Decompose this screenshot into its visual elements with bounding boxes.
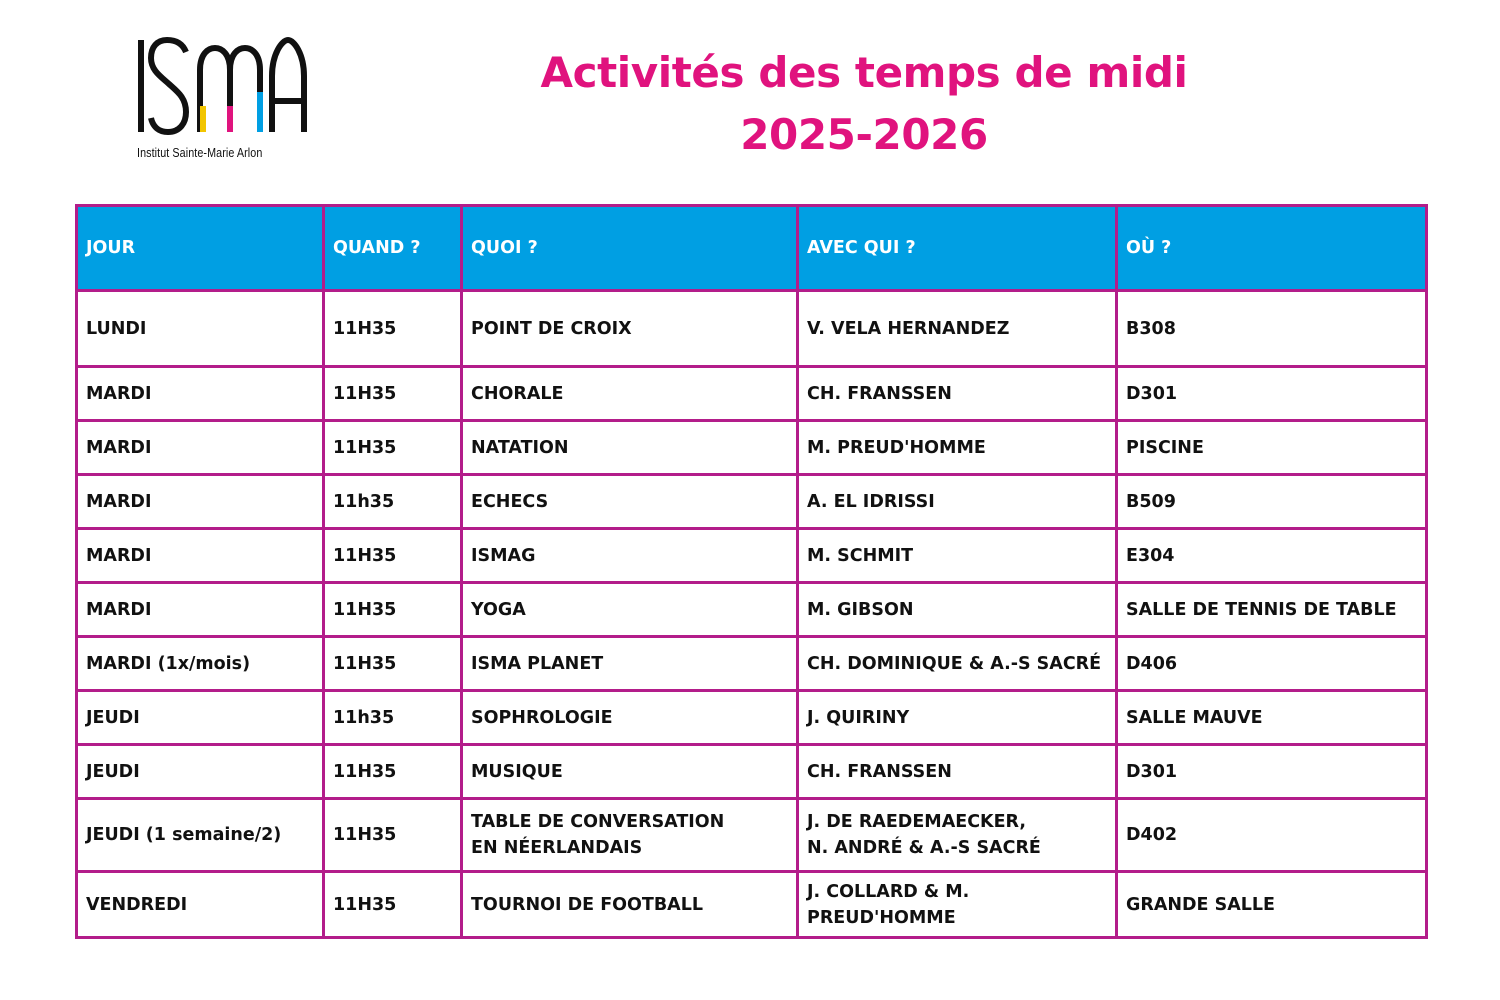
activities-table <box>75 204 1428 939</box>
cell-avec-qui: CH. DOMINIQUE & A.-S SACRÉ <box>798 637 1117 691</box>
cell-avec-qui: M. SCHMIT <box>798 529 1117 583</box>
cell-quand: 11H35 <box>324 583 462 637</box>
logo-subtitle: Institut Sainte-Marie Arlon <box>137 146 263 160</box>
cell-avec-qui: J. DE RAEDEMAECKER, N. ANDRÉ & A.-S SACRÉ <box>798 799 1117 872</box>
cell-quoi: CHORALE <box>462 367 798 421</box>
cell-avec-qui: A. EL IDRISSI <box>798 475 1117 529</box>
table-row <box>77 872 1427 938</box>
cell-quand: 11H35 <box>324 529 462 583</box>
header-ou: OÙ ? <box>1117 206 1427 291</box>
isma-logo-mark <box>134 36 309 136</box>
table-row <box>77 291 1427 367</box>
table-row <box>77 637 1427 691</box>
cell-ou: D301 <box>1117 367 1427 421</box>
cell-ou: PISCINE <box>1117 421 1427 475</box>
cell-jour: MARDI <box>77 583 324 637</box>
cell-quand: 11H35 <box>324 291 462 367</box>
cell-quoi: ISMA PLANET <box>462 637 798 691</box>
cell-quoi: YOGA <box>462 583 798 637</box>
cell-quoi: POINT DE CROIX <box>462 291 798 367</box>
cell-avec-qui: M. PREUD'HOMME <box>798 421 1117 475</box>
cell-avec-qui: V. VELA HERNANDEZ <box>798 291 1117 367</box>
cell-quand: 11H35 <box>324 637 462 691</box>
cell-quand: 11H35 <box>324 799 462 872</box>
isma-logo <box>134 36 309 164</box>
cell-jour: JEUDI <box>77 745 324 799</box>
cell-avec-qui: M. GIBSON <box>798 583 1117 637</box>
table-row <box>77 529 1427 583</box>
cell-quoi: MUSIQUE <box>462 745 798 799</box>
cell-ou: B509 <box>1117 475 1427 529</box>
cell-quand: 11H35 <box>324 872 462 938</box>
cell-jour: MARDI (1x/mois) <box>77 637 324 691</box>
cell-quand: 11H35 <box>324 421 462 475</box>
header-avec-qui: AVEC QUI ? <box>798 206 1117 291</box>
table-row <box>77 745 1427 799</box>
table-header-row <box>77 206 1427 291</box>
cell-jour: VENDREDI <box>77 872 324 938</box>
title-line-1: Activités des temps de midi <box>540 48 1188 97</box>
cell-ou: GRANDE SALLE <box>1117 872 1427 938</box>
cell-quand: 11h35 <box>324 691 462 745</box>
cell-jour: MARDI <box>77 421 324 475</box>
cell-jour: LUNDI <box>77 291 324 367</box>
cell-avec-qui: CH. FRANSSEN <box>798 745 1117 799</box>
cell-ou: B308 <box>1117 291 1427 367</box>
table-row <box>77 475 1427 529</box>
title-line-2: 2025-2026 <box>740 110 988 159</box>
table-row <box>77 691 1427 745</box>
cell-ou: SALLE DE TENNIS DE TABLE <box>1117 583 1427 637</box>
table-row <box>77 367 1427 421</box>
cell-jour: JEUDI <box>77 691 324 745</box>
header-quand: QUAND ? <box>324 206 462 291</box>
cell-quoi: ISMAG <box>462 529 798 583</box>
table-row <box>77 421 1427 475</box>
cell-quand: 11H35 <box>324 745 462 799</box>
cell-avec-qui: CH. FRANSSEN <box>798 367 1117 421</box>
table-row <box>77 583 1427 637</box>
cell-quoi: TOURNOI DE FOOTBALL <box>462 872 798 938</box>
cell-quoi: ECHECS <box>462 475 798 529</box>
cell-ou: E304 <box>1117 529 1427 583</box>
cell-ou: D406 <box>1117 637 1427 691</box>
cell-quand: 11H35 <box>324 367 462 421</box>
table-row <box>77 799 1427 872</box>
cell-jour: MARDI <box>77 529 324 583</box>
page-title <box>500 42 1228 166</box>
cell-ou: D402 <box>1117 799 1427 872</box>
cell-jour: JEUDI (1 semaine/2) <box>77 799 324 872</box>
cell-quoi: TABLE DE CONVERSATION EN NÉERLANDAIS <box>462 799 798 872</box>
cell-jour: MARDI <box>77 367 324 421</box>
cell-avec-qui: J. COLLARD & M. PREUD'HOMME <box>798 872 1117 938</box>
cell-avec-qui: J. QUIRINY <box>798 691 1117 745</box>
cell-ou: SALLE MAUVE <box>1117 691 1427 745</box>
cell-jour: MARDI <box>77 475 324 529</box>
cell-quand: 11h35 <box>324 475 462 529</box>
cell-quoi: NATATION <box>462 421 798 475</box>
header-jour: JOUR <box>77 206 324 291</box>
cell-ou: D301 <box>1117 745 1427 799</box>
header-quoi: QUOI ? <box>462 206 798 291</box>
cell-quoi: SOPHROLOGIE <box>462 691 798 745</box>
